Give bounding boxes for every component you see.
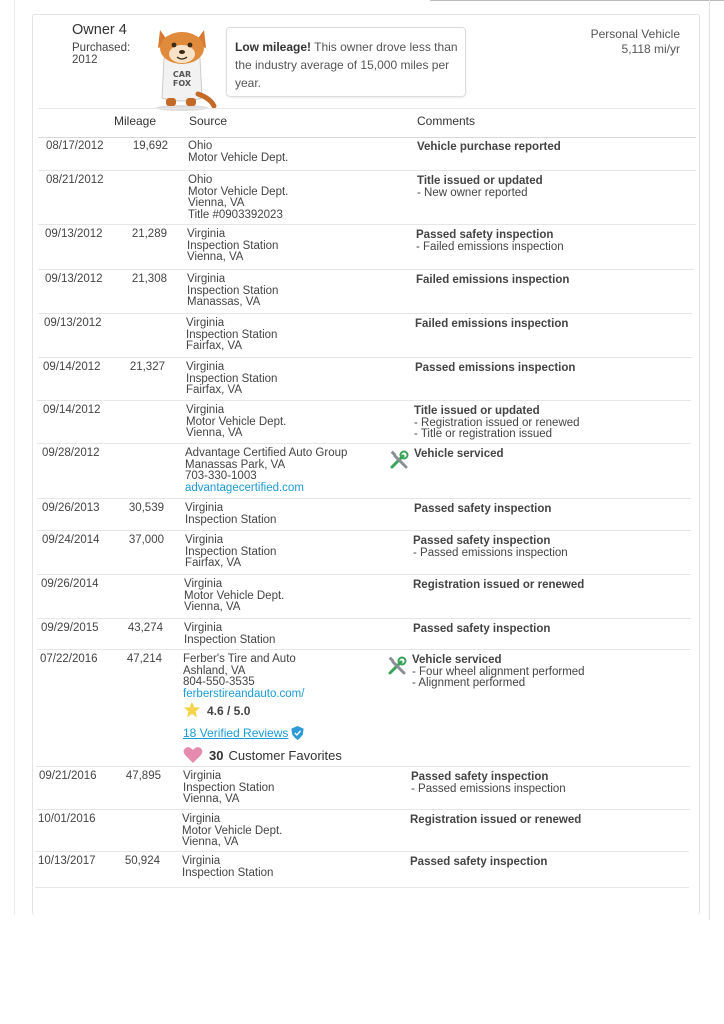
- column-mileage: Mileage: [114, 114, 157, 128]
- page-edge-left: [14, 0, 15, 915]
- row-date: 09/21/2016: [39, 770, 97, 782]
- comment-title-text: Vehicle serviced: [412, 654, 502, 666]
- source-line: Virginia: [187, 273, 226, 285]
- row-mileage: 21,327: [129, 361, 165, 373]
- source-line: Virginia: [182, 813, 221, 825]
- owner-title: Owner 4: [72, 22, 127, 38]
- callout-highlight: Low mileage!: [235, 40, 312, 54]
- source-line: Inspection Station: [183, 781, 275, 794]
- source-line: Inspection Station: [185, 513, 277, 526]
- row-source: [183, 771, 274, 806]
- source-line: Title #0903392023: [188, 208, 283, 221]
- comment-detail: - Passed emissions inspection: [411, 782, 566, 795]
- row-comments: [410, 815, 581, 827]
- comment-title: [414, 504, 551, 516]
- row-date: 09/13/2012: [45, 273, 103, 285]
- purchased-info: [72, 42, 130, 66]
- table-row: [38, 269, 692, 314]
- star-icon: [183, 701, 201, 723]
- comment-title: [414, 449, 504, 461]
- comment-title: [415, 319, 568, 331]
- table-row: [38, 136, 696, 171]
- source-line: Inspection Station: [184, 633, 276, 646]
- source-line: Virginia: [187, 228, 226, 240]
- source-line: Manassas, VA: [187, 296, 261, 308]
- source-line: Fairfax, VA: [185, 557, 242, 569]
- comment-title-text: Passed safety inspection: [413, 623, 551, 635]
- row-comments: [412, 655, 585, 690]
- comment-title: [413, 624, 550, 636]
- rating: [183, 702, 342, 722]
- row-source: [186, 362, 277, 397]
- low-mileage-callout: [226, 27, 466, 97]
- service-wrench-icon: [386, 655, 408, 677]
- row-date: 09/28/2012: [42, 447, 100, 459]
- row-date: 09/14/2012: [43, 361, 101, 373]
- comment-detail: - Title or registration issued: [414, 428, 553, 440]
- comment-title-text: Passed safety inspection: [416, 229, 554, 241]
- row-date: 10/01/2016: [38, 813, 96, 825]
- comment-title: [412, 655, 585, 667]
- source-line: Virginia: [183, 770, 222, 782]
- column-comments: Comments: [417, 114, 476, 128]
- comment-title: [411, 772, 566, 784]
- table-row: [37, 574, 691, 619]
- page-edge-right: [709, 0, 710, 920]
- comment-title: [416, 230, 564, 242]
- source-line: Vienna, VA: [187, 251, 244, 263]
- row-source: [182, 856, 273, 879]
- source-line: Inspection Station: [186, 328, 278, 341]
- row-date: 09/26/2014: [41, 578, 99, 590]
- purchased-year: 2012: [72, 54, 98, 66]
- comment-title-text: Registration issued or renewed: [410, 814, 582, 826]
- row-date: 09/13/2012: [45, 228, 103, 240]
- row-comments: [415, 319, 568, 331]
- row-date: 08/21/2012: [46, 174, 104, 186]
- row-date: 09/13/2012: [44, 317, 102, 329]
- row-comments: [414, 449, 504, 461]
- row-date: 09/26/2013: [42, 502, 100, 514]
- row-comments: [410, 857, 547, 869]
- comment-detail: - Passed emissions inspection: [413, 546, 568, 559]
- comment-title-text: Passed safety inspection: [413, 535, 551, 547]
- row-source: [186, 405, 286, 440]
- row-source: [188, 175, 288, 221]
- row-comments: [417, 142, 561, 154]
- comment-title-text: Passed safety inspection: [411, 771, 549, 783]
- comment-title-text: Vehicle purchase reported: [417, 141, 561, 153]
- source-line: Ashland, VA: [183, 664, 246, 677]
- source-website-link[interactable]: ferberstireandauto.com/: [183, 687, 305, 700]
- row-comments: [416, 230, 564, 253]
- comment-title: [413, 580, 584, 592]
- source-line: Virginia: [186, 317, 225, 329]
- source-line: Inspection Station: [185, 545, 277, 558]
- verified-shield-icon: [291, 726, 304, 743]
- row-comments: [415, 363, 575, 375]
- miles-per-year: 5,118 mi/yr: [621, 42, 680, 56]
- row-source: [187, 229, 278, 264]
- source-line: Vienna, VA: [183, 793, 240, 805]
- comment-title: [410, 857, 547, 869]
- table-row: [35, 851, 689, 888]
- source-line: 703-330-1003: [185, 470, 257, 482]
- comment-detail: - Four wheel alignment performed: [412, 665, 585, 678]
- source-line: Virginia: [182, 855, 221, 867]
- source-line: Inspection Station: [186, 372, 278, 385]
- comment-title-text: Passed emissions inspection: [415, 362, 576, 374]
- svg-text:FOX: FOX: [172, 79, 192, 88]
- source-line: Motor Vehicle Dept.: [188, 151, 289, 164]
- comment-title-text: Registration issued or renewed: [413, 579, 585, 591]
- comment-title: [415, 363, 575, 375]
- rating-value: 4.6 / 5.0: [207, 704, 251, 719]
- row-mileage: 50,924: [124, 855, 160, 867]
- table-row: [37, 498, 691, 531]
- comment-detail: - New owner reported: [417, 186, 528, 199]
- comment-detail: - Registration issued or renewed: [414, 416, 580, 429]
- table-row: [35, 809, 689, 852]
- comment-title-text: Failed emissions inspection: [416, 274, 570, 286]
- row-comments: [413, 580, 584, 592]
- row-mileage: 21,308: [131, 273, 167, 285]
- favorites-label: Customer Favorites: [228, 748, 342, 764]
- source-line: Inspection Station: [182, 866, 274, 879]
- source-line: Inspection Station: [187, 239, 279, 252]
- vehicle-usage: [591, 27, 680, 57]
- row-comments: [413, 536, 568, 559]
- table-row: [36, 649, 690, 767]
- row-comments: [411, 772, 566, 795]
- row-source: [188, 141, 288, 164]
- table-row: [38, 170, 696, 225]
- row-comments: [417, 176, 543, 199]
- row-mileage: 19,692: [132, 140, 168, 152]
- comment-title: [417, 142, 561, 154]
- source-line: Virginia: [185, 534, 224, 546]
- owner-header: [38, 16, 696, 108]
- column-source: Source: [189, 114, 228, 128]
- carfox-mascot-icon: [146, 24, 218, 112]
- verified-reviews-text: 18 Verified Reviews: [183, 726, 289, 741]
- source-line: Motor Vehicle Dept.: [184, 589, 285, 602]
- source-line: Inspection Station: [187, 284, 279, 297]
- source-line: Virginia: [186, 404, 225, 416]
- comment-title: [410, 815, 581, 827]
- comment-title-text: Title issued or updated: [417, 175, 543, 187]
- source-line: Ohio: [188, 174, 213, 186]
- source-line: Motor Vehicle Dept.: [182, 824, 283, 837]
- table-row: [37, 618, 691, 650]
- row-date: 09/24/2014: [42, 534, 100, 546]
- source-line: Virginia: [185, 502, 224, 514]
- row-date: 09/29/2015: [41, 622, 99, 634]
- row-source: [182, 814, 282, 849]
- source-line: Manassas Park, VA: [185, 458, 286, 471]
- source-line: Motor Vehicle Dept.: [188, 185, 289, 198]
- comment-title-text: Vehicle serviced: [414, 448, 504, 460]
- comment-detail: - Failed emissions inspection: [416, 240, 564, 253]
- row-comments: [413, 624, 550, 636]
- source-line: Virginia: [184, 578, 223, 590]
- source-line: Virginia: [184, 622, 223, 634]
- customer-favorites: [183, 745, 342, 767]
- table-row: [37, 530, 691, 575]
- comment-title: [416, 275, 569, 287]
- row-date: 10/13/2017: [38, 855, 96, 867]
- source-line: Fairfax, VA: [186, 384, 243, 396]
- comment-title: [414, 406, 580, 418]
- comment-title-text: Failed emissions inspection: [415, 318, 569, 330]
- source-line: Motor Vehicle Dept.: [186, 415, 287, 428]
- row-comments: [414, 406, 580, 441]
- source-line: Fairfax, VA: [186, 340, 243, 352]
- page-edge: [430, 0, 724, 1]
- row-source: [185, 535, 276, 570]
- row-source: [184, 623, 275, 646]
- table-row: [38, 313, 692, 358]
- source-line: Vienna, VA: [188, 197, 245, 209]
- row-date: 08/17/2012: [46, 140, 104, 152]
- row-mileage: 43,274: [127, 622, 163, 634]
- heart-icon: [183, 746, 203, 766]
- source-website-link[interactable]: advantagecertified.com: [185, 481, 304, 494]
- purchased-label: Purchased:: [72, 42, 131, 54]
- row-comments: [416, 275, 569, 287]
- comment-detail: - Alignment performed: [412, 677, 526, 689]
- source-line: 804-550-3535: [183, 676, 255, 688]
- source-line: Vienna, VA: [186, 427, 243, 439]
- row-mileage: 21,289: [131, 228, 167, 240]
- verified-reviews-link[interactable]: [183, 724, 342, 744]
- row-source: [184, 579, 284, 614]
- row-date: 09/14/2012: [43, 404, 101, 416]
- table-row: [37, 400, 691, 444]
- source-line: Ohio: [188, 140, 213, 152]
- row-source: [183, 654, 342, 767]
- row-mileage: 47,214: [126, 653, 162, 665]
- comment-title-text: Passed safety inspection: [414, 503, 552, 515]
- row-comments: [414, 504, 551, 516]
- table-header: [38, 108, 696, 138]
- table-row: [37, 357, 691, 401]
- row-mileage: 30,539: [128, 502, 164, 514]
- row-source: [185, 503, 276, 526]
- service-wrench-icon: [388, 449, 410, 471]
- source-line: Advantage Certified Auto Group: [185, 447, 348, 459]
- row-mileage: 37,000: [128, 534, 164, 546]
- table-row: [37, 443, 691, 499]
- comment-title-text: Passed safety inspection: [410, 856, 548, 868]
- svg-text:CAR: CAR: [172, 70, 192, 79]
- source-line: Ferber's Tire and Auto: [183, 653, 296, 665]
- row-mileage: 47,895: [125, 770, 161, 782]
- row-source: [185, 448, 347, 494]
- row-date: 07/22/2016: [40, 653, 98, 665]
- favorites-count: 30: [209, 748, 224, 764]
- row-source: [187, 274, 278, 309]
- row-source: [186, 318, 277, 353]
- source-line: Vienna, VA: [182, 836, 239, 848]
- vehicle-type: Personal Vehicle: [590, 27, 680, 41]
- table-row: [36, 766, 690, 810]
- source-line: Vienna, VA: [184, 601, 241, 613]
- callout-text: This owner drove less than the industry average of 15,000 miles per year.: [235, 40, 458, 90]
- table-row: [38, 224, 694, 270]
- comment-title: [413, 536, 568, 548]
- comment-title: [417, 176, 543, 188]
- source-line: Virginia: [186, 361, 225, 373]
- comment-title-text: Title issued or updated: [414, 405, 540, 417]
